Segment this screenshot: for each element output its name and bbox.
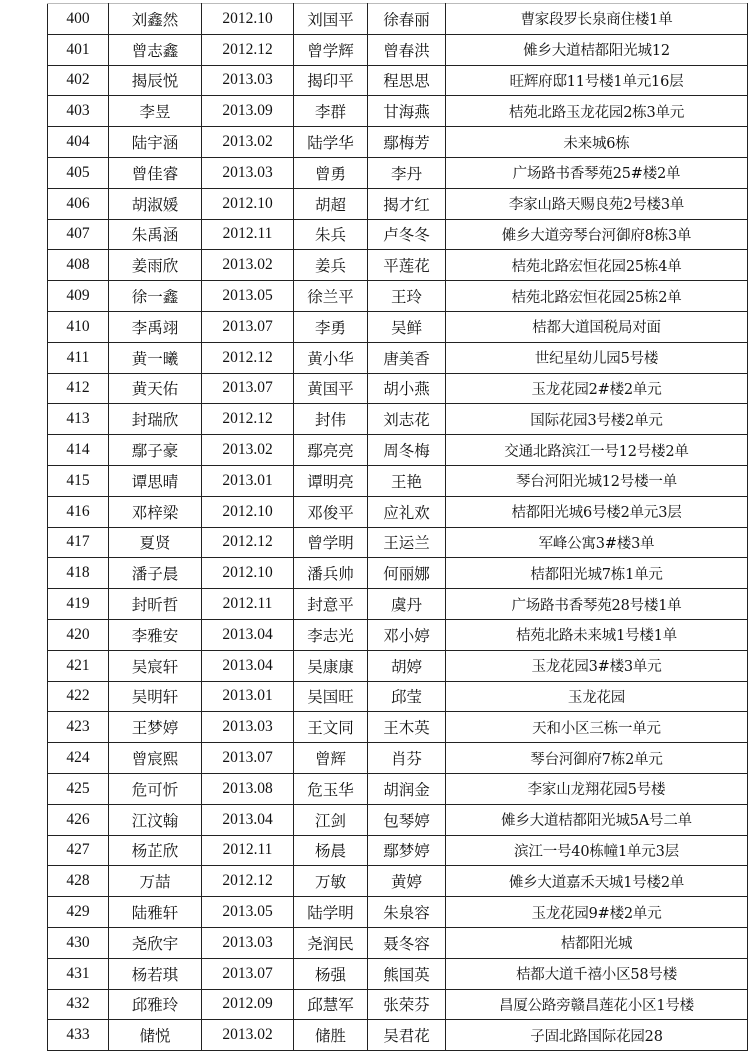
cell-date: 2012.12	[202, 866, 294, 897]
cell-student-name: 杨芷欣	[109, 835, 202, 866]
cell-student-name: 潘子晨	[109, 558, 202, 589]
cell-number: 426	[48, 804, 109, 835]
cell-student-name: 吴宸轩	[109, 650, 202, 681]
cell-address: 国际花园3号楼2单元	[446, 404, 748, 435]
cell-father-name: 封伟	[294, 404, 368, 435]
cell-mother-name: 胡婷	[368, 650, 446, 681]
cell-father-name: 刘国平	[294, 4, 368, 35]
cell-number: 400	[48, 4, 109, 35]
cell-address: 桔都大道千禧小区58号楼	[446, 958, 748, 989]
table-row	[48, 281, 748, 312]
table-row	[48, 619, 748, 650]
cell-mother-name: 徐春丽	[368, 4, 446, 35]
cell-address: 广场路书香琴苑28号楼1单	[446, 589, 748, 620]
table-row	[48, 311, 748, 342]
table-row	[48, 373, 748, 404]
cell-date: 2013.02	[202, 127, 294, 158]
cell-address: 傩乡大道嘉禾天城1号楼2单	[446, 866, 748, 897]
cell-mother-name: 包琴婷	[368, 804, 446, 835]
cell-number: 408	[48, 250, 109, 281]
cell-address: 玉龙花园2#楼2单元	[446, 373, 748, 404]
cell-student-name: 黄天佑	[109, 373, 202, 404]
cell-number: 419	[48, 589, 109, 620]
cell-mother-name: 邓小婷	[368, 619, 446, 650]
cell-date: 2012.12	[202, 34, 294, 65]
cell-mother-name: 卢冬冬	[368, 219, 446, 250]
cell-address: 未来城6栋	[446, 127, 748, 158]
cell-father-name: 潘兵帅	[294, 558, 368, 589]
cell-date: 2013.07	[202, 311, 294, 342]
table-row	[48, 773, 748, 804]
cell-date: 2013.01	[202, 465, 294, 496]
cell-address: 李家山路天赐良苑2号楼3单	[446, 188, 748, 219]
cell-student-name: 封瑞欣	[109, 404, 202, 435]
table-row	[48, 681, 748, 712]
cell-student-name: 曾佳睿	[109, 157, 202, 188]
cell-father-name: 邓俊平	[294, 496, 368, 527]
cell-mother-name: 聂冬容	[368, 927, 446, 958]
cell-number: 429	[48, 897, 109, 928]
cell-mother-name: 唐美香	[368, 342, 446, 373]
cell-mother-name: 程思思	[368, 65, 446, 96]
cell-date: 2013.07	[202, 373, 294, 404]
cell-address: 桔苑北路玉龙花园2栋3单元	[446, 96, 748, 127]
cell-student-name: 曾宸熙	[109, 743, 202, 774]
cell-address: 桔苑北路宏恒花园25栋2单	[446, 281, 748, 312]
cell-date: 2013.03	[202, 712, 294, 743]
cell-address: 桔都大道国税局对面	[446, 311, 748, 342]
table-row	[48, 65, 748, 96]
cell-address: 傩乡大道桔都阳光城12	[446, 34, 748, 65]
cell-number: 418	[48, 558, 109, 589]
table-row	[48, 157, 748, 188]
cell-address: 曹家段罗长泉商住楼1单	[446, 4, 748, 35]
cell-mother-name: 平莲花	[368, 250, 446, 281]
cell-father-name: 吴康康	[294, 650, 368, 681]
cell-student-name: 尧欣宇	[109, 927, 202, 958]
cell-father-name: 陆学华	[294, 127, 368, 158]
cell-mother-name: 吴君花	[368, 1020, 446, 1051]
cell-mother-name: 熊国英	[368, 958, 446, 989]
cell-number: 423	[48, 712, 109, 743]
cell-address: 桔都阳光城6号楼2单元3层	[446, 496, 748, 527]
cell-mother-name: 胡润金	[368, 773, 446, 804]
cell-address: 子固北路国际花园28	[446, 1020, 748, 1051]
cell-father-name: 曾学辉	[294, 34, 368, 65]
cell-father-name: 曾辉	[294, 743, 368, 774]
cell-number: 406	[48, 188, 109, 219]
cell-father-name: 王文同	[294, 712, 368, 743]
cell-student-name: 徐一鑫	[109, 281, 202, 312]
table-row	[48, 127, 748, 158]
cell-father-name: 姜兵	[294, 250, 368, 281]
cell-address: 桔苑北路未来城1号楼1单	[446, 619, 748, 650]
cell-address: 桔都阳光城	[446, 927, 748, 958]
cell-student-name: 揭辰悦	[109, 65, 202, 96]
cell-number: 409	[48, 281, 109, 312]
cell-number: 425	[48, 773, 109, 804]
cell-mother-name: 李丹	[368, 157, 446, 188]
cell-date: 2012.12	[202, 342, 294, 373]
student-register-table-container	[47, 3, 748, 1051]
table-row	[48, 866, 748, 897]
cell-date: 2012.11	[202, 589, 294, 620]
table-row	[48, 589, 748, 620]
cell-mother-name: 鄢梦婷	[368, 835, 446, 866]
cell-student-name: 李雅安	[109, 619, 202, 650]
cell-mother-name: 王运兰	[368, 527, 446, 558]
cell-mother-name: 吴鲜	[368, 311, 446, 342]
cell-date: 2013.04	[202, 804, 294, 835]
cell-address: 军峰公寓3#楼3单	[446, 527, 748, 558]
cell-date: 2013.02	[202, 1020, 294, 1051]
cell-mother-name: 王艳	[368, 465, 446, 496]
cell-student-name: 陆宇涵	[109, 127, 202, 158]
cell-date: 2013.04	[202, 619, 294, 650]
cell-address: 桔都阳光城7栋1单元	[446, 558, 748, 589]
table-row	[48, 897, 748, 928]
cell-father-name: 储胜	[294, 1020, 368, 1051]
table-row	[48, 650, 748, 681]
cell-number: 416	[48, 496, 109, 527]
cell-address: 昌厦公路旁赣昌莲花小区1号楼	[446, 989, 748, 1020]
table-row	[48, 743, 748, 774]
table-row	[48, 34, 748, 65]
cell-father-name: 徐兰平	[294, 281, 368, 312]
cell-student-name: 胡淑媛	[109, 188, 202, 219]
cell-mother-name: 刘志花	[368, 404, 446, 435]
cell-father-name: 朱兵	[294, 219, 368, 250]
table-row	[48, 496, 748, 527]
cell-father-name: 杨强	[294, 958, 368, 989]
cell-student-name: 储悦	[109, 1020, 202, 1051]
cell-number: 417	[48, 527, 109, 558]
cell-date: 2013.09	[202, 96, 294, 127]
cell-father-name: 封意平	[294, 589, 368, 620]
cell-father-name: 李志光	[294, 619, 368, 650]
cell-student-name: 邓梓梁	[109, 496, 202, 527]
cell-mother-name: 黄婷	[368, 866, 446, 897]
cell-student-name: 江汶翰	[109, 804, 202, 835]
table-row	[48, 835, 748, 866]
cell-student-name: 危可忻	[109, 773, 202, 804]
cell-mother-name: 曾春洪	[368, 34, 446, 65]
cell-date: 2012.10	[202, 4, 294, 35]
cell-number: 404	[48, 127, 109, 158]
cell-father-name: 吴国旺	[294, 681, 368, 712]
cell-student-name: 姜雨欣	[109, 250, 202, 281]
cell-date: 2012.11	[202, 835, 294, 866]
cell-father-name: 鄢亮亮	[294, 435, 368, 466]
cell-date: 2012.10	[202, 558, 294, 589]
cell-student-name: 李禹翊	[109, 311, 202, 342]
table-row	[48, 465, 748, 496]
cell-mother-name: 何丽娜	[368, 558, 446, 589]
cell-number: 402	[48, 65, 109, 96]
cell-date: 2012.12	[202, 527, 294, 558]
cell-father-name: 曾学明	[294, 527, 368, 558]
cell-mother-name: 揭才红	[368, 188, 446, 219]
cell-number: 401	[48, 34, 109, 65]
cell-date: 2013.02	[202, 250, 294, 281]
cell-date: 2013.03	[202, 65, 294, 96]
cell-father-name: 黄国平	[294, 373, 368, 404]
table-row	[48, 989, 748, 1020]
table-row	[48, 250, 748, 281]
cell-address: 世纪星幼儿园5号楼	[446, 342, 748, 373]
cell-mother-name: 应礼欢	[368, 496, 446, 527]
cell-date: 2012.09	[202, 989, 294, 1020]
cell-date: 2013.07	[202, 958, 294, 989]
cell-number: 432	[48, 989, 109, 1020]
cell-number: 424	[48, 743, 109, 774]
cell-number: 405	[48, 157, 109, 188]
cell-mother-name: 甘海燕	[368, 96, 446, 127]
cell-address: 广场路书香琴苑25#楼2单	[446, 157, 748, 188]
cell-date: 2012.10	[202, 188, 294, 219]
cell-date: 2013.07	[202, 743, 294, 774]
cell-student-name: 曾志鑫	[109, 34, 202, 65]
cell-mother-name: 胡小燕	[368, 373, 446, 404]
cell-date: 2013.02	[202, 435, 294, 466]
table-row	[48, 342, 748, 373]
cell-number: 407	[48, 219, 109, 250]
cell-student-name: 杨若琪	[109, 958, 202, 989]
cell-father-name: 胡超	[294, 188, 368, 219]
cell-address: 桔苑北路宏恒花园25栋4单	[446, 250, 748, 281]
cell-mother-name: 肖芬	[368, 743, 446, 774]
cell-address: 天和小区三栋一单元	[446, 712, 748, 743]
table-row	[48, 712, 748, 743]
cell-father-name: 邱慧军	[294, 989, 368, 1020]
cell-student-name: 万喆	[109, 866, 202, 897]
cell-student-name: 李昱	[109, 96, 202, 127]
cell-father-name: 陆学明	[294, 897, 368, 928]
cell-student-name: 夏贤	[109, 527, 202, 558]
cell-number: 413	[48, 404, 109, 435]
cell-address: 琴台河阳光城12号楼一单	[446, 465, 748, 496]
cell-father-name: 危玉华	[294, 773, 368, 804]
table-row	[48, 527, 748, 558]
table-row	[48, 1020, 748, 1051]
cell-number: 430	[48, 927, 109, 958]
cell-student-name: 陆雅轩	[109, 897, 202, 928]
table-row	[48, 4, 748, 35]
cell-student-name: 谭思晴	[109, 465, 202, 496]
cell-date: 2013.03	[202, 927, 294, 958]
cell-number: 410	[48, 311, 109, 342]
cell-address: 傩乡大道旁琴台河御府8栋3单	[446, 219, 748, 250]
cell-number: 433	[48, 1020, 109, 1051]
cell-father-name: 万敏	[294, 866, 368, 897]
table-row	[48, 404, 748, 435]
cell-date: 2013.03	[202, 157, 294, 188]
cell-mother-name: 王木英	[368, 712, 446, 743]
table-body	[48, 4, 748, 1051]
cell-address: 交通北路滨江一号12号楼2单	[446, 435, 748, 466]
cell-student-name: 王梦婷	[109, 712, 202, 743]
cell-number: 412	[48, 373, 109, 404]
cell-address: 琴台河御府7栋2单元	[446, 743, 748, 774]
table-row	[48, 958, 748, 989]
table-row	[48, 219, 748, 250]
cell-address: 玉龙花园3#楼3单元	[446, 650, 748, 681]
cell-number: 428	[48, 866, 109, 897]
cell-number: 421	[48, 650, 109, 681]
cell-number: 427	[48, 835, 109, 866]
cell-date: 2012.11	[202, 219, 294, 250]
cell-father-name: 李勇	[294, 311, 368, 342]
table-row	[48, 96, 748, 127]
cell-student-name: 封昕哲	[109, 589, 202, 620]
cell-student-name: 黄一曦	[109, 342, 202, 373]
table-row	[48, 804, 748, 835]
cell-address: 玉龙花园	[446, 681, 748, 712]
cell-father-name: 杨晨	[294, 835, 368, 866]
cell-student-name: 鄢子豪	[109, 435, 202, 466]
cell-date: 2013.05	[202, 897, 294, 928]
cell-number: 415	[48, 465, 109, 496]
cell-father-name: 江剑	[294, 804, 368, 835]
cell-mother-name: 周冬梅	[368, 435, 446, 466]
cell-address: 李家山龙翔花园5号楼	[446, 773, 748, 804]
cell-address: 滨江一号40栋幢1单元3层	[446, 835, 748, 866]
cell-number: 431	[48, 958, 109, 989]
table-row	[48, 558, 748, 589]
cell-date: 2013.05	[202, 281, 294, 312]
table-row	[48, 927, 748, 958]
cell-father-name: 黄小华	[294, 342, 368, 373]
cell-date: 2013.08	[202, 773, 294, 804]
cell-number: 420	[48, 619, 109, 650]
cell-number: 411	[48, 342, 109, 373]
cell-father-name: 曾勇	[294, 157, 368, 188]
cell-student-name: 刘鑫然	[109, 4, 202, 35]
cell-date: 2012.12	[202, 404, 294, 435]
cell-student-name: 邱雅玲	[109, 989, 202, 1020]
cell-date: 2012.10	[202, 496, 294, 527]
cell-student-name: 吴明轩	[109, 681, 202, 712]
cell-student-name: 朱禹涵	[109, 219, 202, 250]
cell-number: 414	[48, 435, 109, 466]
cell-father-name: 尧润民	[294, 927, 368, 958]
cell-number: 403	[48, 96, 109, 127]
table-row	[48, 435, 748, 466]
cell-mother-name: 王玲	[368, 281, 446, 312]
table-row	[48, 188, 748, 219]
cell-mother-name: 张荣芬	[368, 989, 446, 1020]
cell-mother-name: 鄢梅芳	[368, 127, 446, 158]
cell-address: 傩乡大道桔都阳光城5A号二单	[446, 804, 748, 835]
cell-date: 2013.01	[202, 681, 294, 712]
student-register-table	[47, 3, 748, 1051]
cell-number: 422	[48, 681, 109, 712]
cell-father-name: 谭明亮	[294, 465, 368, 496]
cell-date: 2013.04	[202, 650, 294, 681]
cell-address: 旺辉府邸11号楼1单元16层	[446, 65, 748, 96]
cell-mother-name: 朱泉容	[368, 897, 446, 928]
cell-father-name: 揭印平	[294, 65, 368, 96]
cell-mother-name: 虞丹	[368, 589, 446, 620]
cell-mother-name: 邱莹	[368, 681, 446, 712]
cell-father-name: 李群	[294, 96, 368, 127]
cell-address: 玉龙花园9#楼2单元	[446, 897, 748, 928]
